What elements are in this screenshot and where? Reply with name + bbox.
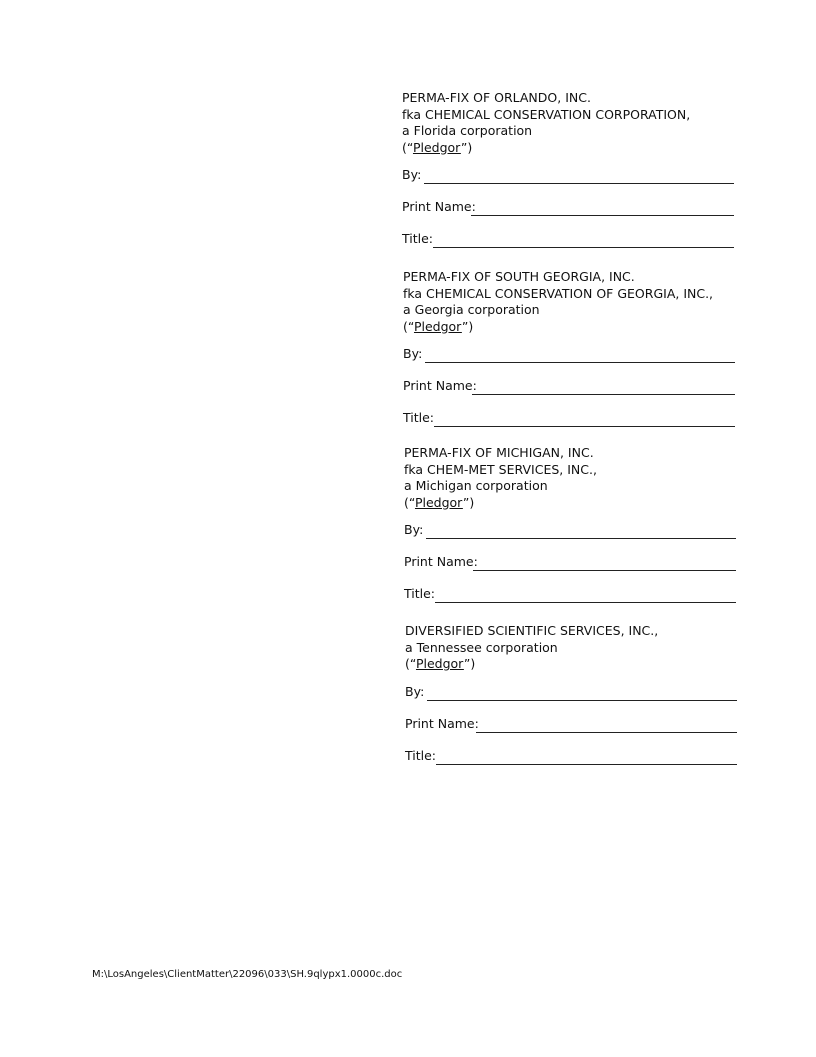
corporation-type: a Florida corporation xyxy=(402,123,533,138)
title-rule xyxy=(434,426,735,427)
by-rule xyxy=(427,700,737,701)
company-name: DIVERSIFIED SCIENTIFIC SERVICES, INC., xyxy=(405,623,659,638)
by-label: By: xyxy=(402,167,422,182)
signature-block-diversified-scientific xyxy=(405,623,745,778)
company-name: PERMA-FIX OF SOUTH GEORGIA, INC. xyxy=(403,269,635,284)
print-name-label: Print Name: xyxy=(404,554,478,569)
formerly-known-as: fka CHEM-MET SERVICES, INC., xyxy=(404,461,597,477)
pledgor-designation: (“Pledgor”) xyxy=(404,494,475,510)
print-name-label: Print Name: xyxy=(403,378,477,393)
by-signature-line[interactable] xyxy=(403,344,743,376)
print-name-line[interactable] xyxy=(404,552,744,584)
by-signature-line[interactable] xyxy=(405,682,745,714)
print-name-label: Print Name: xyxy=(402,199,476,214)
print-name-rule xyxy=(473,570,736,571)
title-line[interactable] xyxy=(405,746,745,778)
title-rule xyxy=(433,247,734,248)
pledgor-heading xyxy=(403,269,743,335)
by-rule xyxy=(424,183,734,184)
signature-block-orlando xyxy=(402,90,742,261)
title-rule xyxy=(435,602,736,603)
print-name-line[interactable] xyxy=(403,376,743,408)
by-label: By: xyxy=(403,346,423,361)
company-name: PERMA-FIX OF MICHIGAN, INC. xyxy=(404,445,594,460)
pledgor-designation: (“Pledgor”) xyxy=(403,318,474,334)
by-signature-line[interactable] xyxy=(404,520,744,552)
by-rule xyxy=(426,538,736,539)
title-rule xyxy=(436,764,737,765)
signature-block-south-georgia xyxy=(403,269,743,440)
title-label: Title: xyxy=(403,410,434,425)
print-name-rule xyxy=(472,394,735,395)
corporation-type: a Georgia corporation xyxy=(403,302,540,317)
by-label: By: xyxy=(405,683,425,699)
by-label: By: xyxy=(404,522,424,537)
by-signature-line[interactable] xyxy=(402,165,742,197)
print-name-line[interactable] xyxy=(405,714,745,746)
document-file-path: M:\LosAngeles\ClientMatter\22096\033\SH.9qlypx1.0000c.doc xyxy=(92,969,403,980)
company-name: PERMA-FIX OF ORLANDO, INC. xyxy=(402,90,591,105)
title-label: Title: xyxy=(402,231,433,246)
pledgor-heading xyxy=(404,445,744,511)
print-name-rule xyxy=(476,732,737,733)
print-name-line[interactable] xyxy=(402,197,742,229)
title-line[interactable] xyxy=(404,584,744,616)
title-line[interactable] xyxy=(402,229,742,261)
formerly-known-as: fka CHEMICAL CONSERVATION OF GEORGIA, INC., xyxy=(403,285,714,301)
pledgor-designation: (“Pledgor”) xyxy=(402,139,473,155)
pledgor-heading xyxy=(405,623,745,673)
formerly-known-as: fka CHEMICAL CONSERVATION CORPORATION, xyxy=(402,106,691,122)
print-name-rule xyxy=(471,215,734,216)
print-name-label: Print Name: xyxy=(405,715,479,731)
corporation-type: a Tennessee corporation xyxy=(405,639,558,655)
pledgor-designation: (“Pledgor”) xyxy=(405,656,476,671)
title-line[interactable] xyxy=(403,408,743,440)
title-label: Title: xyxy=(404,586,435,601)
signature-block-michigan xyxy=(404,445,744,616)
title-label: Title: xyxy=(405,747,436,763)
pledgor-heading xyxy=(402,90,742,156)
corporation-type: a Michigan corporation xyxy=(404,478,548,493)
by-rule xyxy=(425,362,735,363)
